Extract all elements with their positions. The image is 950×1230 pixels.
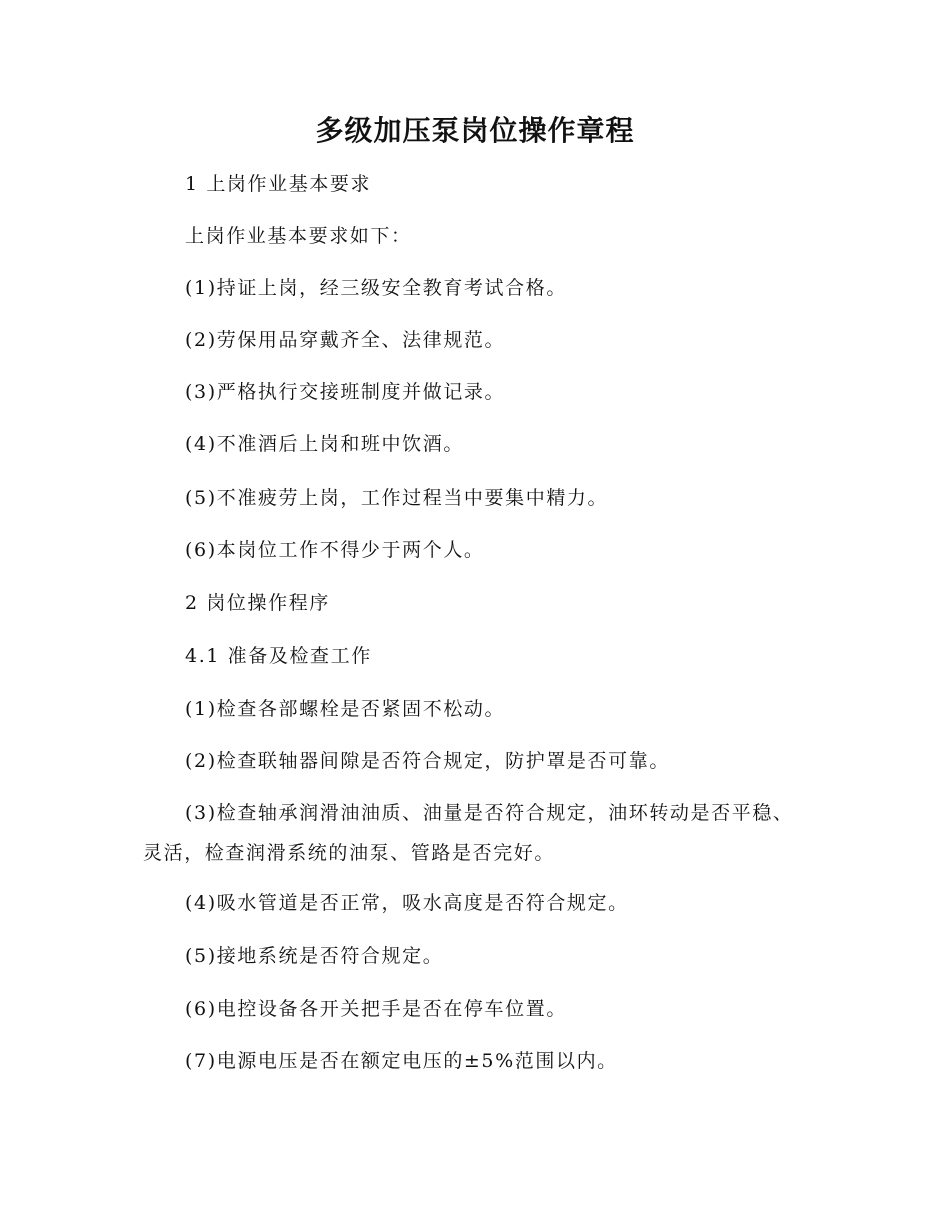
paragraph: 上岗作业基本要求如下： (185, 225, 412, 247)
section-heading: 2 岗位操作程序 (185, 592, 330, 614)
list-item: (1)持证上岗，经三级安全教育考试合格。 (185, 277, 567, 299)
list-item: (2)检查联轴器间隙是否符合规定，防护罩是否可靠。 (185, 750, 670, 772)
list-item: (7)电源电压是否在额定电压的±5%范围以内。 (185, 1050, 618, 1072)
list-item: (5)不准疲劳上岗，工作过程当中要集中精力。 (185, 487, 609, 509)
document-title: 多级加压泵岗位操作章程 (315, 114, 635, 147)
list-item: (4)吸水管道是否正常，吸水高度是否符合规定。 (185, 892, 629, 914)
list-item: (2)劳保用品穿戴齐全、法律规范。 (185, 329, 506, 351)
list-item: (3)检查轴承润滑油油质、油量是否符合规定，油环转动是否平稳、灵活，检查润滑系统的油泵、管路是否完好。 (143, 802, 794, 864)
list-item: (4)不准酒后上岗和班中饮酒。 (185, 433, 464, 455)
list-item: (1)检查各部螺栓是否紧固不松动。 (185, 698, 506, 720)
list-item: (6)电控设备各开关把手是否在停车位置。 (185, 998, 567, 1020)
section-heading: 1 上岗作业基本要求 (185, 173, 372, 195)
list-item: (3)严格执行交接班制度并做记录。 (185, 381, 506, 403)
list-item: (5)接地系统是否符合规定。 (185, 945, 444, 967)
list-item: (6)本岗位工作不得少于两个人。 (185, 539, 485, 561)
subsection-heading: 4.1 准备及检查工作 (185, 645, 372, 667)
